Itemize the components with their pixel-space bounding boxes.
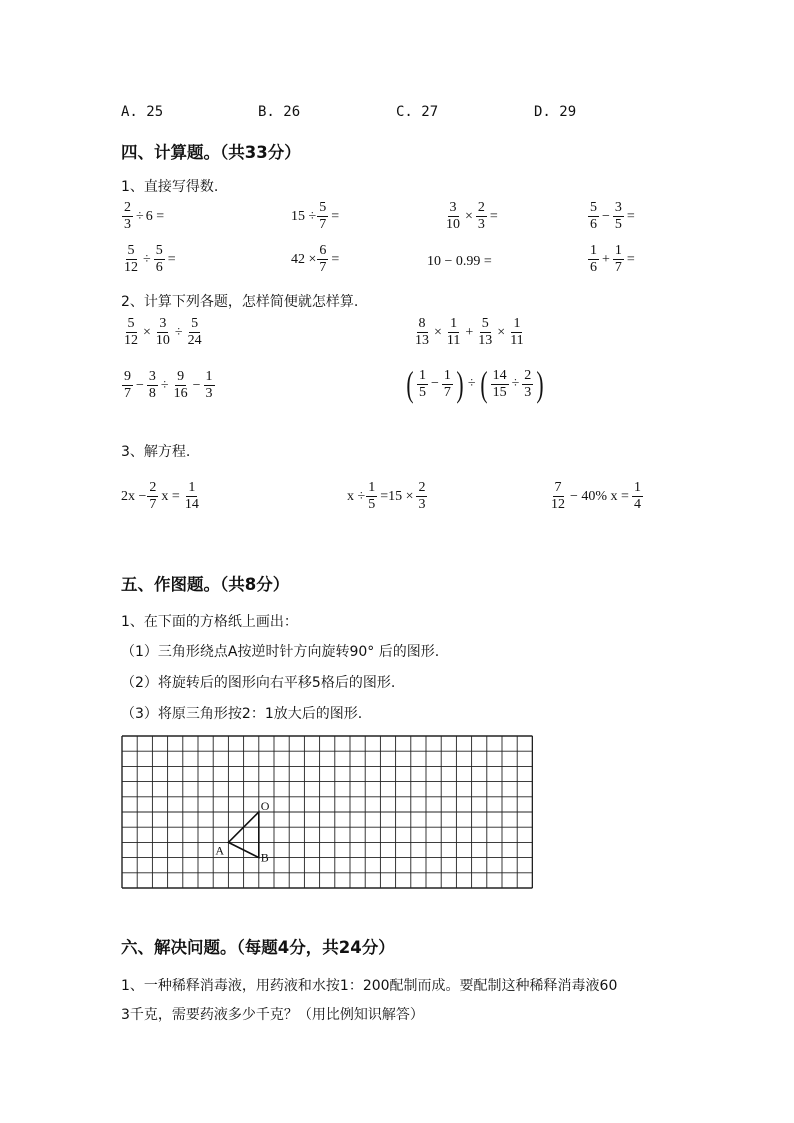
calc-item: $\frac{5}{12}$ ÷ $\frac{5}{6}$ = xyxy=(124,243,176,275)
point-label-a: A xyxy=(215,843,225,858)
section-5-title: 五、作图题。（共8分） xyxy=(121,575,290,594)
grid-svg xyxy=(121,735,533,889)
option-b: B. 26 xyxy=(258,104,301,120)
q5-step-2: （2）将旋转后的图形向右平移5格后的图形. xyxy=(121,675,396,691)
option-a: A. 25 xyxy=(121,104,164,120)
q5-step-1: （1）三角形绕点A按逆时针方向旋转90° 后的图形. xyxy=(121,644,440,660)
expression: $\frac{8}{13}$ × $\frac{1}{11}$ + $\frac{5}{13}$ × $\frac{1}{11}$ xyxy=(415,316,524,348)
point-label-o: O xyxy=(260,799,270,813)
option-c: C. 27 xyxy=(396,104,439,120)
section-6-title: 六、解决问题。（每题4分，共24分） xyxy=(121,938,395,957)
equation: $\frac{7}{12}$ − 40% x = $\frac{1}{4}$ xyxy=(551,480,641,512)
calc-item: $\frac{2}{3}$ ÷ 6 = xyxy=(124,200,165,232)
expression: ( $\frac{1}{5}$ − $\frac{1}{7}$ ) ÷ ( $\frac{14}{15}$ ÷ $\frac{2}{3}$ ) xyxy=(406,364,544,404)
option-d: D. 29 xyxy=(534,104,577,120)
calc-item: $\frac{3}{10}$ × $\frac{2}{3}$ = xyxy=(446,200,498,232)
calc-item: 10 − 0.99 = xyxy=(427,254,492,269)
q3-label: 3、解方程. xyxy=(121,444,191,460)
calc-item: $\frac{5}{6}$ − $\frac{3}{5}$ = xyxy=(590,200,635,232)
q5-1-label: 1、在下面的方格纸上画出： xyxy=(121,614,298,630)
q6-1-line-2: 3千克，需要药液多少千克？（用比例知识解答） xyxy=(121,1007,424,1023)
calc-item: $\frac{1}{6}$ + $\frac{1}{7}$ = xyxy=(590,243,635,275)
equation: x ÷ $\frac{1}{5}$ =15 × $\frac{2}{3}$ xyxy=(347,480,426,512)
point-label-b: B xyxy=(260,850,269,865)
q2-label: 2、计算下列各题，怎样简便就怎样算. xyxy=(121,294,359,310)
q1-label: 1、直接写得数. xyxy=(121,179,219,195)
q6-1-line-1: 1、一种稀释消毒液，用药液和水按1：200配制而成。要配制这种稀释消毒液60 xyxy=(121,978,618,994)
q5-step-3: （3）将原三角形按2：1放大后的图形. xyxy=(121,706,363,722)
calc-item: 42 × $\frac{6}{7}$ = xyxy=(291,243,340,275)
grid-paper xyxy=(121,735,533,893)
expression: $\frac{5}{12}$ × $\frac{3}{10}$ ÷ $\frac{5}{24}$ xyxy=(124,316,202,348)
calc-item: 15 ÷ $\frac{5}{7}$ = xyxy=(291,200,340,232)
expression: $\frac{9}{7}$ − $\frac{3}{8}$ ÷ $\frac{9}{16}$ − $\frac{1}{3}$ xyxy=(124,369,213,401)
equation: 2x − $\frac{2}{7}$ x = $\frac{1}{14}$ xyxy=(121,480,199,512)
section-4-title: 四、计算题。（共33分） xyxy=(121,143,301,162)
